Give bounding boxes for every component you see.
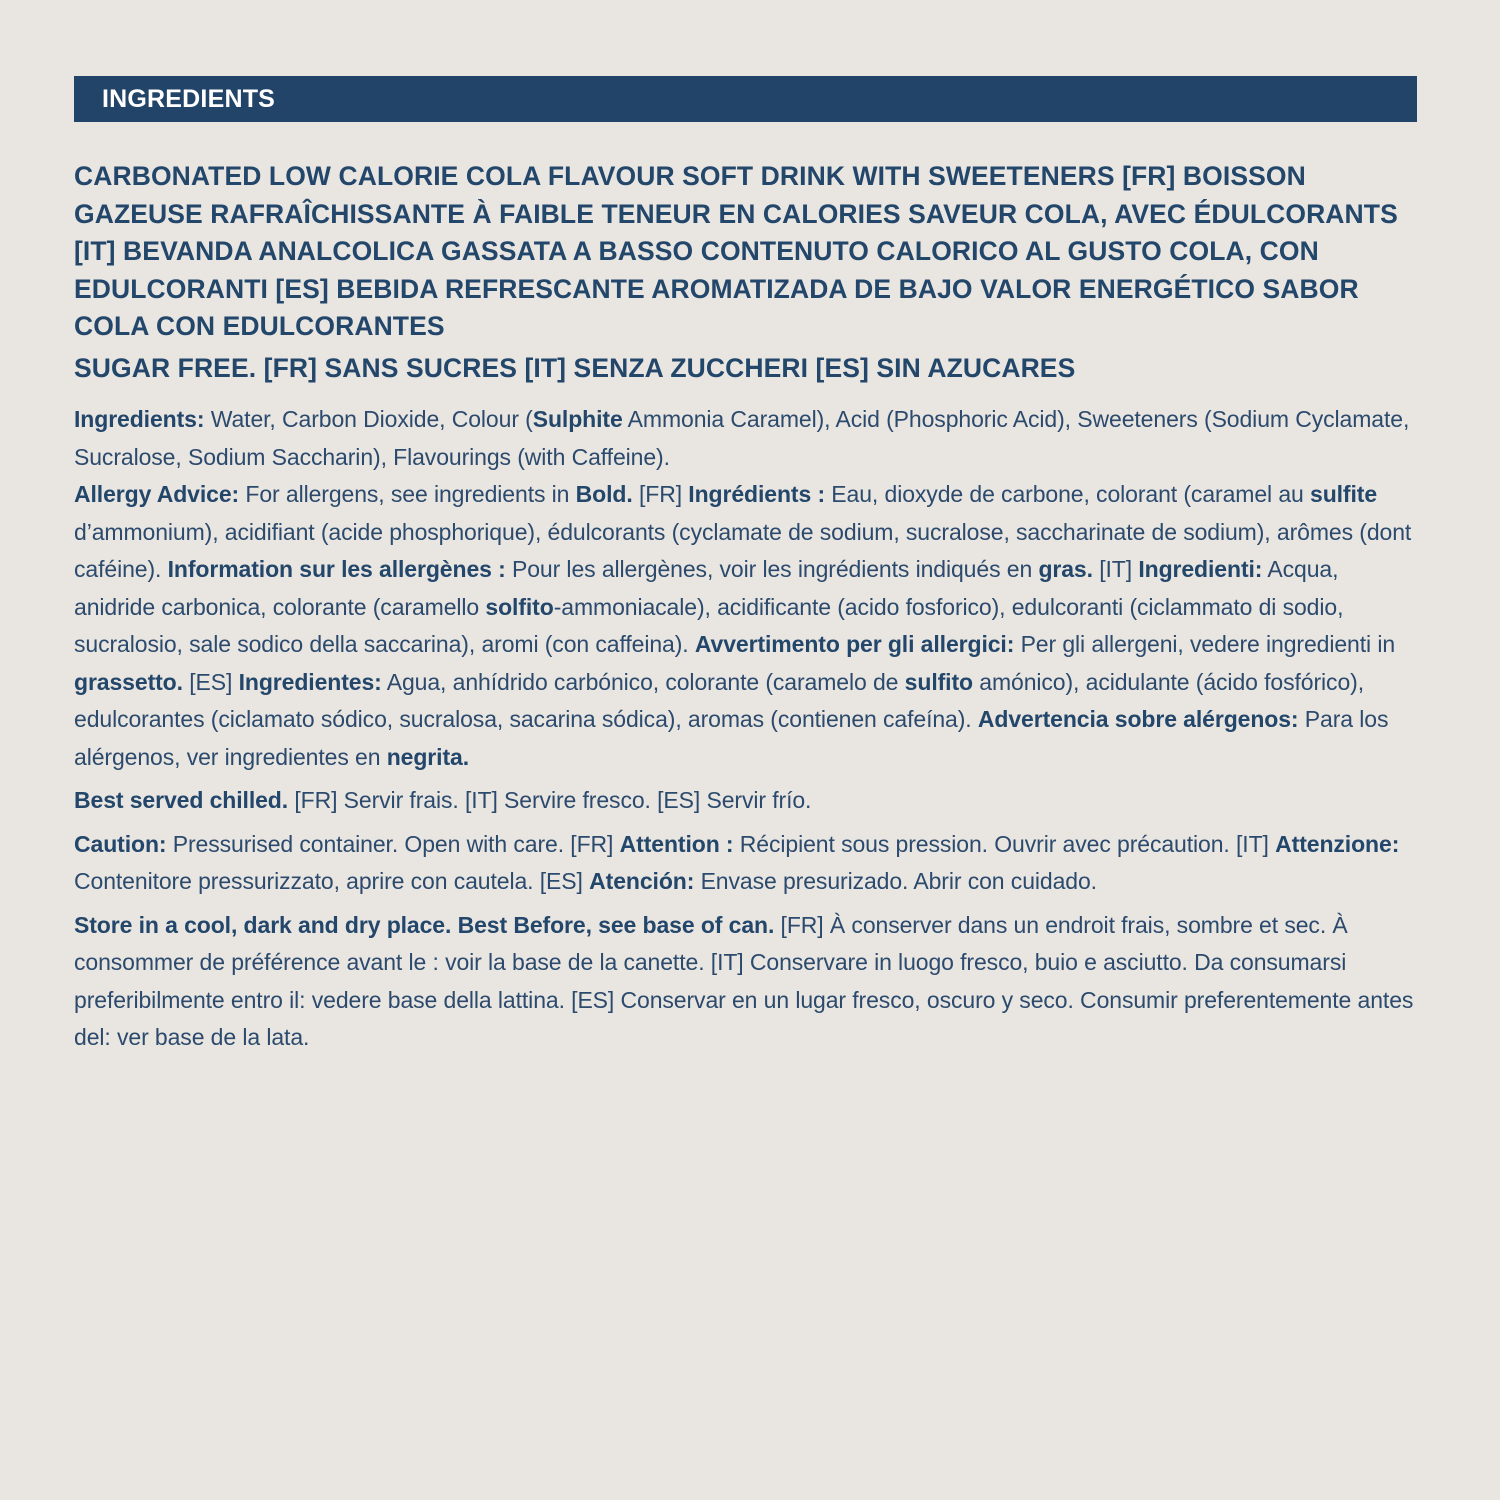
fr-ingredients-text-1: Eau, dioxyde de carbone, colorant (caramel au [825, 481, 1310, 507]
es-caution-text: Envase presurizado. Abrir con cuidado. [694, 868, 1097, 894]
en-ingredients-text-1: Water, Carbon Dioxide, Colour ( [204, 406, 533, 432]
ingredients-paragraph [74, 401, 1417, 776]
es-ingredients-label: Ingredientes: [238, 668, 382, 695]
allergy-advice-text: For allergens, see ingredients in [239, 481, 576, 507]
sugar-free-statement: SUGAR FREE. [FR] SANS SUCRES [IT] SENZA ZUCCHERI [ES] SIN AZUCARES [74, 352, 1076, 383]
fr-allergy-label: Information sur les allergènes : [167, 556, 506, 582]
es-allergy-label: Advertencia sobre alérgenos: [977, 706, 1299, 732]
en-sulphite-allergen: Sulphite [532, 406, 623, 432]
en-caution-label: Caution: [74, 830, 167, 857]
serving-suggestion-text: [FR] Servir frais. [IT] Servire fresco. [ES] Servir frío. [288, 787, 812, 813]
es-language-tag: [ES] [182, 668, 239, 695]
it-ingredients-label: Ingredienti: [1138, 556, 1263, 582]
ingredients-label-panel [74, 76, 1417, 1057]
es-caution-label: Atención: [589, 868, 695, 894]
es-allergy-text: Para los alérgenos, ver ingredientes en [74, 706, 1389, 770]
ingredients-header-bar [74, 76, 1417, 122]
it-allergy-text: Per gli allergeni, vedere ingredienti in [1014, 631, 1396, 657]
it-caution-text: Contenitore pressurizzato, aprire con cautela. [ES] [74, 868, 590, 894]
it-allergy-label: Avvertimento per gli allergici: [694, 631, 1015, 657]
fr-ingredients-label: Ingrédients : [688, 481, 826, 507]
en-ingredients-label: Ingredients: [74, 406, 205, 432]
it-language-tag: [IT] [1092, 556, 1139, 582]
product-name: CARBONATED LOW CALORIE COLA FLAVOUR SOFT DRINK WITH SWEETENERS [FR] BOISSON GAZEUSE RAFRAÎCHISSANTE À FAIBLE TENEUR EN CALORIES SAVEUR COLA, AVEC ÉDULCORANTS [IT] BEVANDA ANALCOLICA GASSATA A BASSO CONTENUTO CALORICO AL GUSTO COLA, CON EDULCORANTI [ES] BEBIDA REFRESCANTE AROMATIZADA DE BAJO VALOR ENERGÉTICO SABOR COLA CON EDULCORANTES [74, 161, 1398, 341]
it-ingredients-text-2: -ammoniacale), acidificante (acido fosforico), edulcoranti (ciclammato di sodio, sucralosio, sale sodico della saccarina), aromi (con caffeina). [74, 593, 1344, 657]
it-allergy-bold-word: grassetto. [74, 668, 183, 695]
storage-paragraph [74, 907, 1417, 1057]
it-solfito-allergen: solfito [485, 593, 554, 620]
fr-allergy-bold-word: gras. [1038, 556, 1093, 582]
es-sulfito-allergen: sulfito [904, 668, 973, 695]
serving-suggestion-label: Best served chilled. [74, 787, 289, 813]
ingredients-header-title: INGREDIENTS [102, 84, 276, 113]
en-ingredients-text-2: Ammonia Caramel), Acid (Phosphoric Acid), Sweeteners (Sodium Cyclamate, Sucralose, Sodium Saccharin), Flavourings (with Caffeine). [74, 406, 1410, 470]
es-allergy-bold-word: negrita. [386, 743, 469, 770]
storage-text: [FR] À conserver dans un endroit frais, sombre et sec. À consommer de préférence avant le : voir la base de la canette. [IT] Conservare in luogo fresco, buio e asciutto. Da consumarsi preferibilmente entro il: vedere base della lattina. [ES] Conservar en un lugar fresco, oscuro y seco. Consumir preferentemente antes del: ver base de la lata. [74, 911, 1414, 1050]
allergy-advice-label: Allergy Advice: [74, 481, 240, 507]
it-ingredients-text-1: Acqua, anidride carbonica, colorante (caramello [74, 556, 1339, 620]
allergy-advice-bold-word: Bold. [575, 481, 633, 507]
serving-suggestion-paragraph [74, 782, 1417, 820]
fr-ingredients-text-2: d’ammonium), acidifiant (acide phosphorique), édulcorants (cyclamate de sodium, sucralose, saccharinate de sodium), arômes (dont caféine). [74, 518, 1412, 582]
fr-caution-label: Attention : [619, 830, 734, 857]
it-caution-label: Attenzione: [1275, 830, 1400, 857]
es-ingredients-text-2: amónico), acidulante (ácido fosfórico), edulcorantes (ciclamato sódico, sucralosa, sacarina sódica), aromas (contienen cafeína). [74, 668, 1364, 732]
caution-paragraph [74, 826, 1417, 901]
en-caution-text: Pressurised container. Open with care. [FR] [166, 830, 620, 857]
storage-label: Store in a cool, dark and dry place. Best Before, see base of can. [74, 911, 775, 938]
fr-allergy-text: Pour les allergènes, voir les ingrédients indiqués en [505, 556, 1039, 582]
fr-sulfite-allergen: sulfite [1310, 481, 1378, 507]
fr-language-tag: [FR] [632, 481, 689, 507]
es-ingredients-text-1: Agua, anhídrido carbónico, colorante (caramelo de [381, 668, 905, 695]
fr-caution-text: Récipient sous pression. Ouvrir avec précaution. [IT] [733, 830, 1276, 857]
